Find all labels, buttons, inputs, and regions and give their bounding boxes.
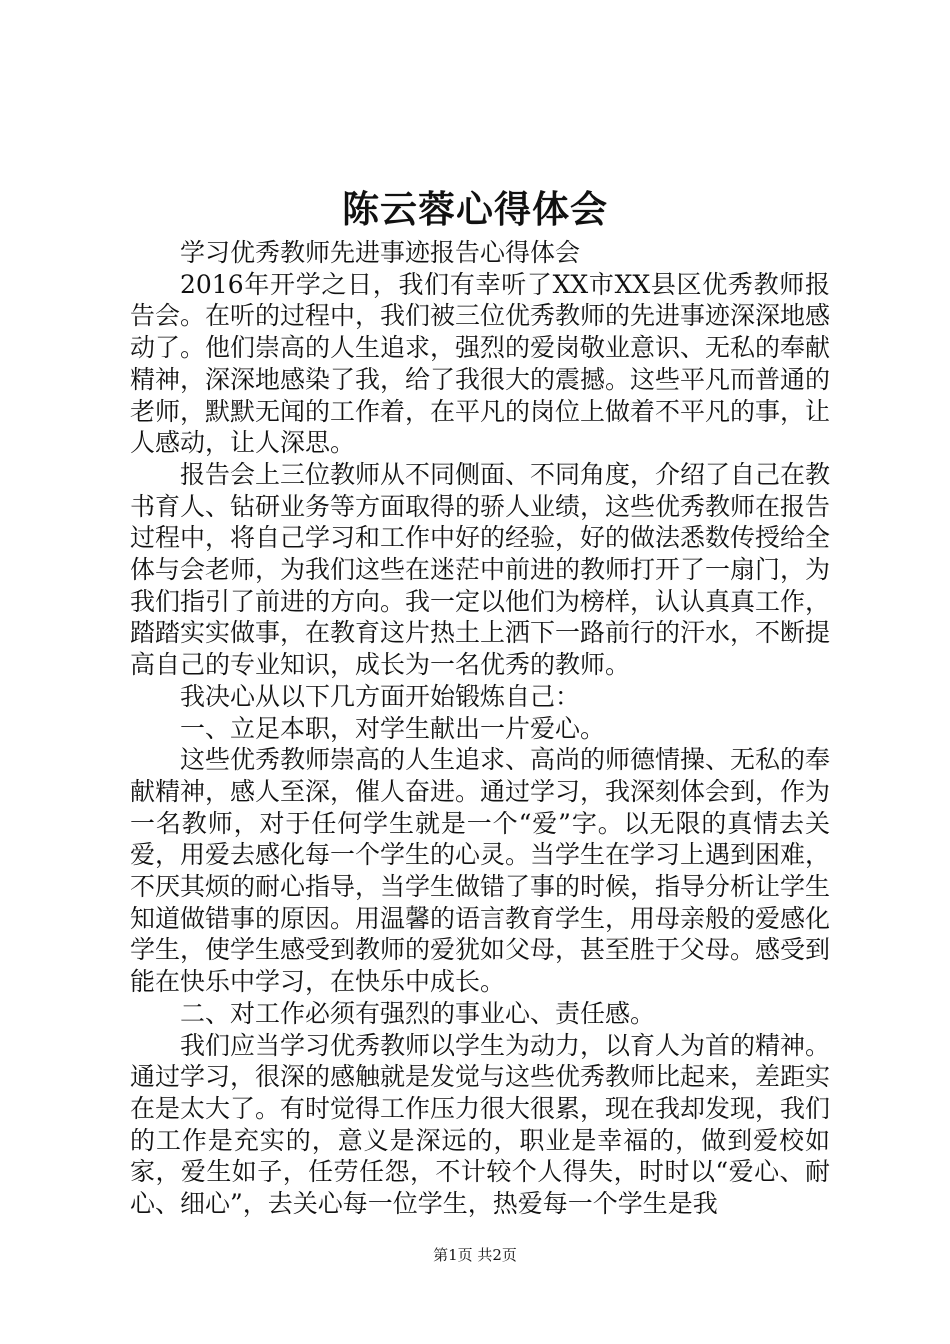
page-number-footer: 第1页 共2页: [433, 1246, 517, 1264]
section-heading: 二、对工作必须有强烈的事业心、责任感。: [180, 998, 656, 1028]
document-body: [130, 237, 830, 1220]
body-paragraph: 我决心从以下几方面开始锻炼自己：: [180, 681, 581, 711]
body-paragraph: 这些优秀教师崇高的人生追求、高尚的师德情操、无私的奉献精神，感人至深，催人奋进。通过学习，我深刻体会到，作为一名教师，对于任何学生就是一个“爱”字。以无限的真情去关爱，用爱去感化每一个学生的心灵。当学生在学习上遇到困难，不厌其烦的耐心指导，当学生做错了事的时候，指导分析让学生知道做错事的原因。用温馨的语言教育学生，用母亲般的爱感化学生，使学生感受到教师的爱犹如父母，甚至胜于父母。感受到能在快乐中学习，在快乐中成长。: [130, 745, 831, 997]
document-title: 陈云蓉心得体会: [342, 187, 608, 231]
section-heading: 一、立足本职，对学生献出一片爱心。: [180, 713, 606, 743]
body-paragraph: 报告会上三位教师从不同侧面、不同角度，介绍了自己在教书育人、钻研业务等方面取得的骄人业绩，这些优秀教师在报告过程中，将自己学习和工作中好的经验，好的做法悉数传授给全体与会老师，为我们这些在迷茫中前进的教师打开了一扇门，为我们指引了前进的方向。我一定以他们为榜样，认认真真工作，踏踏实实做事，在教育这片热土上洒下一路前行的汗水，不断提高自己的专业知识，成长为一名优秀的教师。: [130, 459, 831, 680]
subtitle-paragraph: 学习优秀教师先进事迹报告心得体会: [180, 238, 581, 267]
body-paragraph: 我们应当学习优秀教师以学生为动力，以育人为首的精神。通过学习，很深的感触就是发觉与这些优秀教师比起来，差距实在是太大了。有时觉得工作压力很大很累，现在我却发现，我们的工作是充实的，意义是深远的，职业是幸福的，做到爱校如家，爱生如子，任劳任怨，不计较个人得失，时时以“爱心、耐心、细心”，去关心每一位学生，热爱每一个学生是我: [130, 1030, 831, 1219]
body-paragraph: 2016年开学之日，我们有幸听了XX市XX县区优秀教师报告会。在听的过程中，我们被三位优秀教师的先进事迹深深地感动了。他们崇高的人生追求，强烈的爱岗敬业意识、无私的奉献精神，深深地感染了我，给了我很大的震撼。这些平凡而普通的老师，默默无闻的工作着，在平凡的岗位上做着不平凡的事，让人感动，让人深思。: [130, 269, 831, 458]
